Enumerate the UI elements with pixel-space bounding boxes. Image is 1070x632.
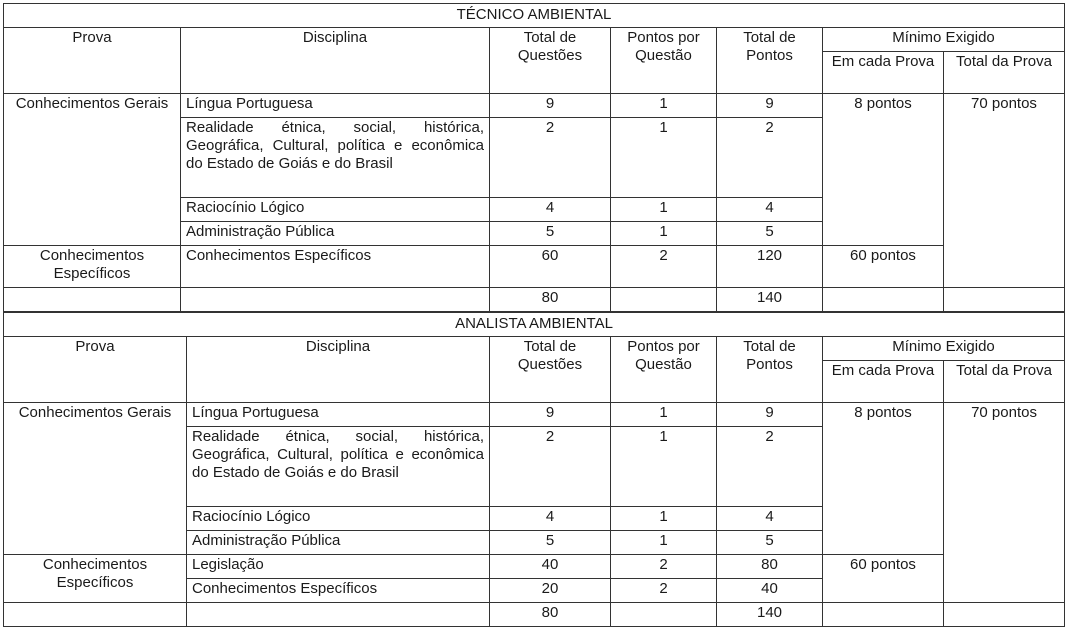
questoes-cell: 4 xyxy=(490,198,611,222)
disciplina-cell: Raciocínio Lógico xyxy=(181,198,490,222)
empty-cell xyxy=(181,288,490,312)
total-pontos-cell: 80 xyxy=(717,555,823,579)
pontos-questao-cell: 2 xyxy=(611,246,717,288)
questoes-cell: 9 xyxy=(490,403,611,427)
section-title: TÉCNICO AMBIENTAL xyxy=(4,4,1065,28)
table-row xyxy=(4,555,1065,579)
header-total-pontos: Total de Pontos xyxy=(717,28,823,94)
minimo-cada-cell: 60 pontos xyxy=(823,555,944,603)
questoes-cell: 9 xyxy=(490,94,611,118)
pontos-questao-cell: 1 xyxy=(611,118,717,198)
disciplina-cell: Realidade étnica, social, histórica, Geográfica, Cultural, política e econômica do Estado de Goiás e do Brasil xyxy=(181,118,490,198)
questoes-cell: 2 xyxy=(490,118,611,198)
table-row xyxy=(4,403,1065,427)
questoes-cell: 2 xyxy=(490,427,611,507)
questoes-cell: 5 xyxy=(490,531,611,555)
header-total-questoes: Total de Questões xyxy=(490,337,611,403)
table-row xyxy=(4,246,1065,288)
minimo-cada-cell: 8 pontos xyxy=(823,403,944,555)
total-pontos-cell: 120 xyxy=(717,246,823,288)
header-minimo-exigido: Mínimo Exigido xyxy=(823,337,1065,361)
disciplina-cell: Administração Pública xyxy=(181,222,490,246)
pontos-questao-cell: 1 xyxy=(611,403,717,427)
total-questoes-sum: 80 xyxy=(490,288,611,312)
disciplina-cell: Legislação xyxy=(187,555,490,579)
total-questoes-sum: 80 xyxy=(490,603,611,627)
empty-cell xyxy=(611,288,717,312)
table-row xyxy=(4,94,1065,118)
questoes-cell: 20 xyxy=(490,579,611,603)
total-pontos-cell: 40 xyxy=(717,579,823,603)
disciplina-cell: Administração Pública xyxy=(187,531,490,555)
header-total-da-prova: Total da Prova xyxy=(944,52,1065,94)
header-em-cada-prova: Em cada Prova xyxy=(823,52,944,94)
header-disciplina: Disciplina xyxy=(187,337,490,403)
pontos-questao-cell: 2 xyxy=(611,579,717,603)
pontos-questao-cell: 2 xyxy=(611,555,717,579)
questoes-cell: 5 xyxy=(490,222,611,246)
empty-cell xyxy=(4,603,187,627)
totals-row xyxy=(4,288,1065,312)
pontos-questao-cell: 1 xyxy=(611,94,717,118)
section-title: ANALISTA AMBIENTAL xyxy=(4,313,1065,337)
header-total-pontos: Total de Pontos xyxy=(717,337,823,403)
disciplina-cell: Língua Portuguesa xyxy=(187,403,490,427)
minimo-total-cell: 70 pontos xyxy=(944,94,1065,288)
minimo-cada-cell: 60 pontos xyxy=(823,246,944,288)
disciplina-cell: Língua Portuguesa xyxy=(181,94,490,118)
empty-cell xyxy=(823,288,944,312)
pontos-questao-cell: 1 xyxy=(611,531,717,555)
analista-ambiental-table xyxy=(3,312,1065,627)
total-pontos-sum: 140 xyxy=(717,603,823,627)
prova-cell: Conhecimentos Gerais xyxy=(4,94,181,246)
questoes-cell: 40 xyxy=(490,555,611,579)
total-pontos-cell: 2 xyxy=(717,427,823,507)
questoes-cell: 60 xyxy=(490,246,611,288)
total-pontos-cell: 9 xyxy=(717,94,823,118)
disciplina-cell: Raciocínio Lógico xyxy=(187,507,490,531)
empty-cell xyxy=(944,288,1065,312)
header-prova: Prova xyxy=(4,28,181,94)
prova-cell: Conhecimentos Específicos xyxy=(4,555,187,603)
total-pontos-sum: 140 xyxy=(717,288,823,312)
total-pontos-cell: 4 xyxy=(717,198,823,222)
empty-cell xyxy=(823,603,944,627)
header-pontos-por-questao: Pontos por Questão xyxy=(611,28,717,94)
total-pontos-cell: 4 xyxy=(717,507,823,531)
pontos-questao-cell: 1 xyxy=(611,198,717,222)
header-em-cada-prova: Em cada Prova xyxy=(823,361,944,403)
minimo-cada-cell: 8 pontos xyxy=(823,94,944,246)
totals-row xyxy=(4,603,1065,627)
header-prova: Prova xyxy=(4,337,187,403)
total-pontos-cell: 5 xyxy=(717,222,823,246)
empty-cell xyxy=(187,603,490,627)
prova-cell: Conhecimentos Gerais xyxy=(4,403,187,555)
total-pontos-cell: 9 xyxy=(717,403,823,427)
header-total-da-prova: Total da Prova xyxy=(944,361,1065,403)
header-total-questoes: Total de Questões xyxy=(490,28,611,94)
disciplina-cell: Conhecimentos Específicos xyxy=(181,246,490,288)
prova-cell: Conhecimentos Específicos xyxy=(4,246,181,288)
total-pontos-cell: 5 xyxy=(717,531,823,555)
disciplina-cell: Conhecimentos Específicos xyxy=(187,579,490,603)
header-minimo-exigido: Mínimo Exigido xyxy=(823,28,1065,52)
empty-cell xyxy=(944,603,1065,627)
pontos-questao-cell: 1 xyxy=(611,427,717,507)
tecnico-ambiental-table xyxy=(3,3,1065,312)
questoes-cell: 4 xyxy=(490,507,611,531)
header-pontos-por-questao: Pontos por Questão xyxy=(611,337,717,403)
pontos-questao-cell: 1 xyxy=(611,222,717,246)
minimo-total-cell: 70 pontos xyxy=(944,403,1065,603)
header-disciplina: Disciplina xyxy=(181,28,490,94)
pontos-questao-cell: 1 xyxy=(611,507,717,531)
empty-cell xyxy=(4,288,181,312)
empty-cell xyxy=(611,603,717,627)
total-pontos-cell: 2 xyxy=(717,118,823,198)
disciplina-cell: Realidade étnica, social, histórica, Geográfica, Cultural, política e econômica do Estado de Goiás e do Brasil xyxy=(187,427,490,507)
